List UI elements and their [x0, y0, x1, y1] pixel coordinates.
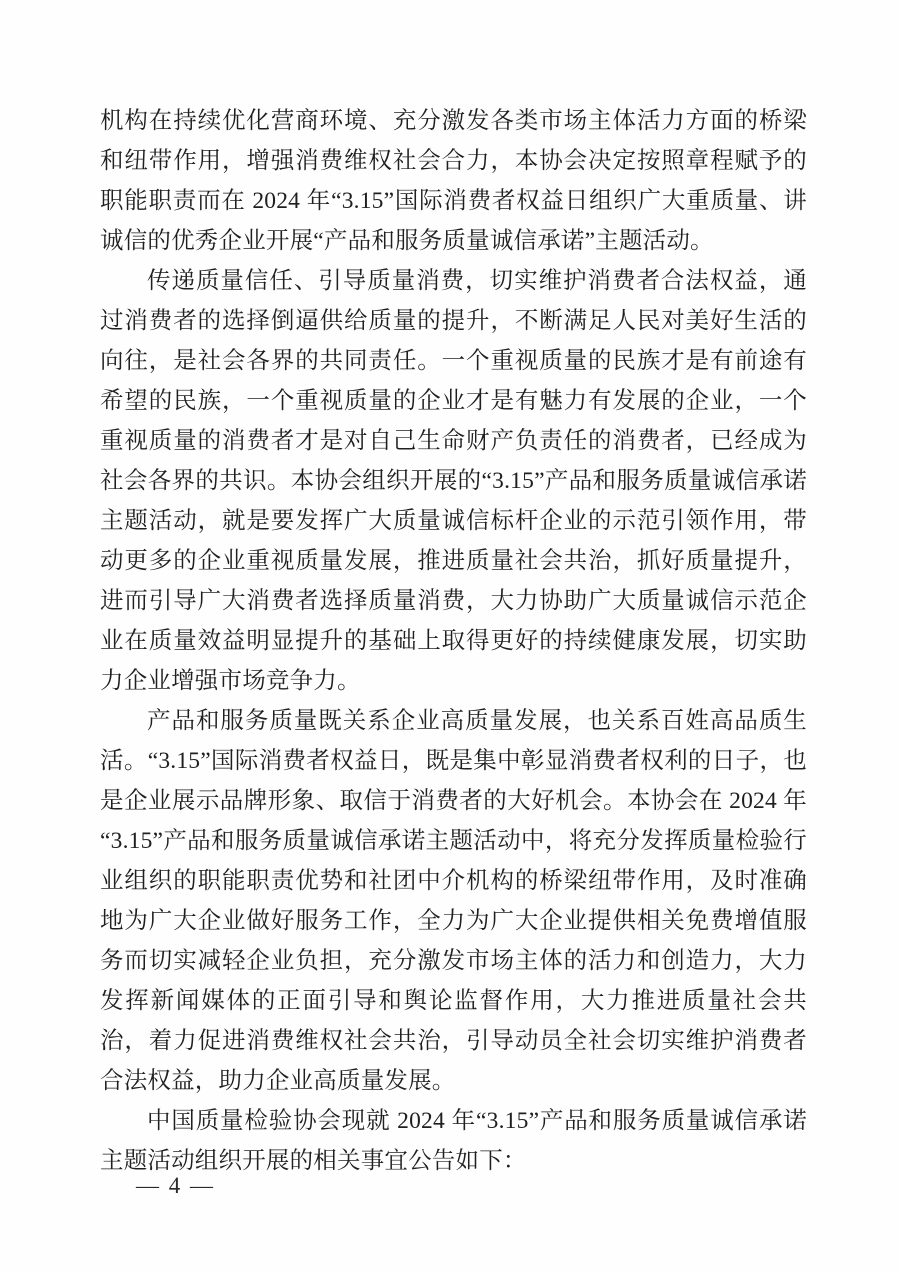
paragraph-product-service-quality: 产品和服务质量既关系企业高质量发展，也关系百姓高品质生活。“3.15”国际消费者权益日，既是集中彰显消费者权利的日子，也是企业展示品牌形象、取信于消费者的大好机会。本协会在 2024 年“3.15”产品和服务质量诚信承诺主题活动中，将充分发挥质量检验行业组织的职能职责优势和社团中介机构的桥梁纽带作用，及时准确地为广大企业做好服务工作，全力为广大企业提供相关免费增值服务而切实减轻企业负担，充分激发市场主体的活力和创造力，大力发挥新闻媒体的正面引导和舆论监督作用，大力推进质量社会共治，着力促进消费维权社会共治，引导动员全社会切实维护消费者合法权益，助力企业高质量发展。: [100, 708, 807, 1094]
paragraph-continuation: 机构在持续优化营商环境、充分激发各类市场主体活力方面的桥梁和纽带作用，增强消费维权社会合力，本协会决定按照章程赋予的职能职责而在 2024 年“3.15”国际消费者权益日组织广大重质量、讲诚信的优秀企业开展“产品和服务质量诚信承诺”主题活动。: [100, 108, 807, 254]
document-body: [100, 101, 807, 1181]
paragraph-quality-trust: 传递质量信任、引导质量消费，切实维护消费者合法权益，通过消费者的选择倒逼供给质量的提升，不断满足人民对美好生活的向往，是社会各界的共同责任。一个重视质量的民族才是有前途有希望的民族，一个重视质量的企业才是有魅力有发展的企业，一个重视质量的消费者才是对自己生命财产负责任的消费者，已经成为社会各界的共识。本协会组织开展的“3.15”产品和服务质量诚信承诺主题活动，就是要发挥广大质量诚信标杆企业的示范引领作用，带动更多的企业重视质量发展，推进质量社会共治，抓好质量提升，进而引导广大消费者选择质量消费，大力协助广大质量诚信示范企业在质量效益明显提升的基础上取得更好的持续健康发展，切实助力企业增强市场竞争力。: [100, 268, 807, 694]
page-number: — 4 —: [136, 1173, 215, 1198]
paragraph-announcement-lead-in: 中国质量检验协会现就 2024 年“3.15”产品和服务质量诚信承诺主题活动组织开展的相关事宜公告如下：: [100, 1108, 807, 1174]
